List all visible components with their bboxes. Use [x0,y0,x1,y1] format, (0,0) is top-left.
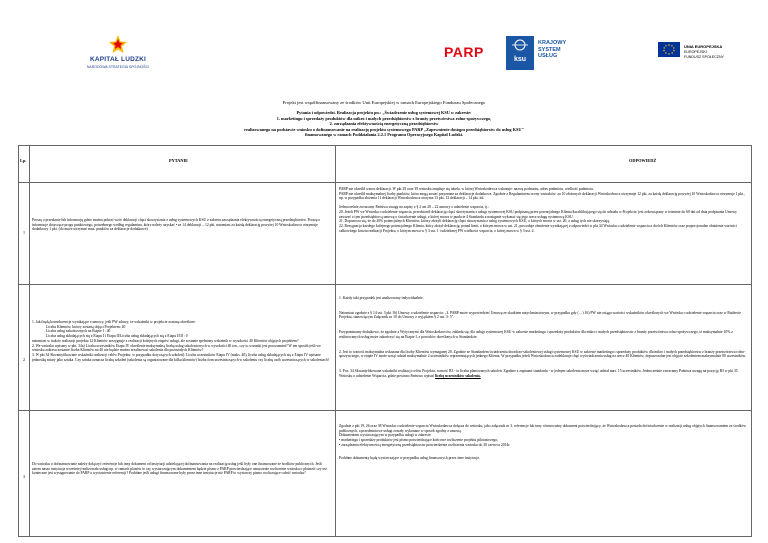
question-line: Liczba usług składających się z Etapu I i Etapu II/Liczba usług składających się z Etapu I/III : 0 [46,334,188,339]
answer-paragraph: • zarządzania efektywnością energetyczną przedsiębiorstw potwierdzenie rozliczenia wniosku do 30 czerwca 2014r. [339,442,511,447]
eu-title: UNIA EUROPEJSKA [684,44,723,49]
ksu-text-line: KRAJOWY [538,40,567,46]
answer-paragraph: Jednocześnie zwracamy Państwa uwagę na zapisy z § 2 ust 20 – 22 umowy o udzielenie wsparcia, tj.: [339,205,490,210]
header-line: finansowanego w ramach Poddziałania 2.2.1 Programu Operacyjnego Kapitał Ludzki. [304,132,464,137]
ksu-text-line: SYSTEM [538,46,561,53]
answer-paragraph: Dokumentem wystarczającym w przypadku usługi w zakresie: [339,433,432,438]
question-line: 2. We wniosku wpisany w pkt. 34a) Liczba uczestników Etapu IV określenie maksymalną liczbę usług szkoleniowych w wysokości 40 tzn., czy to warunki jest porozumień? W ten sposób jeśli we wniosku zakresu zostanie liczba Klientów na 40 nie będzie można zrealizować szkolenia dla pozostałych Klientów? [32,343,321,353]
logo-bar [0,0,768,96]
header-lp: Lp. [20,158,27,163]
answer-paragraph: 20. Jeżeli PW we Wniosku o udzielenie wsparcia, przedstawił deklarację chęci skorzystania z usługi systemowej KSU podpisaną przez potencjalnego Klienta/kwalifikującego się do udziału w Projekcie, jest zobowiązany w terminie do 60 dni od dnia podpisania Umowy zawrzeć z tym przedsiębiorcą umowę o świadczenie usługi, z której mowa w punkcie 4 Standardu a następnie wykonać się jego rzecz usługę systemową KSU. [339,209,737,219]
row-divider [19,284,751,285]
answer-paragraph: 2. Jest to wartość maksymalna wskazana dla liczby Klientów wymaganej 20. Zgodnie ze Standardem świadczenia doradczo-szkoleniowej usługi systemowej KSU w zakresie marketingu i sprzedaży produktów dla mikro i małych przedsiębiorstw z branży przetwórstwa rolno-spożywczego, w etapie IV może wziąć udział maksymalnie 2 uczestników reprezentujących jednego Klienta. W przypadku jeżeli Wnioskodawca zadeklaruje chęć wyświadczenia usług na rzecz 40 Klientów, dopuszczalne jest objęcie szkoleniem maksymalnie 80 uczestników. [339,349,746,359]
answer-paragraph [339,369,749,378]
eu-text [684,44,724,60]
row-number: 2 [23,357,25,362]
answer-paragraph: PARP nie określił maksymalnej liczby punktów, która mogą zostać przyznane za deklaracje dodatkowe. Zgodnie z Regulaminem oceny wniosków: za 10 złożonych deklaracji Wnioskodawca otrzymuje 12 pkt, za każdą deklarację powyżej 10 Wnioskodawca otrzymuje 1 pkt., np. w przypadku złożenia 11 deklaracji Wnioskodawca otrzyma 13 pkt, 12 deklaracji – 14 pkt, itd. [339,191,745,201]
ksu-text-line: USŁUG [538,53,558,59]
parp-text: PARP [444,44,484,60]
parp-logo [444,40,504,68]
answer-paragraph: PARP nie określił wzoru deklaracji. W pkt 29 oraz 39 wniosku znajduje się tabela, w której Wnioskodawca wskazuje: nazwę podmiotu, adres podmiotu, wielkość podmiotu. [339,187,594,191]
eu-sub2: FUNDUSZ SPOŁECZNY [684,55,724,59]
ksu-emblem-icon [506,36,534,54]
header-line: realizowanego na podstawie wniosku o dofinansowanie na realizację projektu systemowego PARP „Zapewnienie dostępu przedsiębiorstw do usług KSU" [244,126,524,132]
header-line: 2. zarządzania efektywnością energetyczną przedsiębiorstw [329,121,439,126]
ksu-box-label: ksu [513,56,527,63]
row-divider [19,182,751,183]
answer-cell [339,187,749,233]
column-divider [335,146,336,536]
row-number: 3 [23,474,25,479]
kapital-ludzki-logo [82,34,154,72]
column-divider [29,146,30,536]
answer-paragraph: 22. Rezygnacja każdego kolejnego potencjalnego Klienta, który złożył deklarację, ponad limit, o którym mowa w ust. 21, powoduje obniżenie wynikającej z odpowiedzi w pkt 34 Wniosku o udzielenie wsparcia a dwóch Klientów oraz proporcjonalne obniżenie wartości całkowitego kosztu realizacji Projektu, o którym mowa w § 3 ust. 1 i udzielonej PW wielkości wsparcia, o której mowa w § 3 ust. 2. [339,223,737,233]
answer-cell [339,424,749,460]
header-line: 1. marketingu i sprzedaży produktów dla mikro i małych przedsiębiorstw z branży przetwórstwa rolno-spożywczego, [276,115,492,121]
answer-paragraph: Podobne dokumenty będą wystarczające w przypadku usług finansowych przez inne instytucje. [339,455,481,460]
answer-text: 3. Poz. 34 Skwantyfikowane wskaźniki realizacji celów Projektu, wartość B3 - to liczba planowanych szkoleń. Zgodnie z zapisami standardu - w jednym szkoleniu może wziąć udział max. 15 uczestników. Jednocześnie zwracamy Państwa uwagę na pozycję B3 w pkt 35 Wniosku o udzielenie Wsparcia, gdzie powinno Państwo wpisać [339,368,738,378]
header-answer: ODPOWIEDŹ [629,158,657,163]
answer-paragraph: Zgodnie z pkt 19, 26 oraz 38 Wniosku o udzielenie wsparcia Wnioskodawca dołącza do wniosku, jako załącznik nr 3, referencje lub inny równoważny dokument potwierdzający, że Wnioskodawca posiada doświadczenie w realizacji usług objętych finansowaniem ze środków publicznych, a przedmiotowe usługi zostały wykonane w sposób zgodny z umową. [339,424,746,433]
answer-paragraph: • marketingu i sprzedaży produktów jest pismo potwierdzające końcowe rozliczenie projektu pilotażowego, [339,438,498,443]
funding-note: Projekt jest współfinansowany ze środków Unii Europejskiej w ramach Europejskiego Funduszu Społecznego [282,100,486,105]
eu-flag-icon [658,42,680,57]
ksu-text [538,40,566,60]
question-line: Liczba Klientów, którzy zostaną objęci Projektem: 40 [46,324,126,329]
question-cell [32,320,330,362]
header-question: PYTANIE [169,158,189,163]
answer-paragraph: 1. Każdy taki przypadek jest analizowany indywidualnie. [339,296,424,300]
document-header [0,110,768,138]
eu-logo [658,40,726,74]
eu-sub1: EUROPEJSKI [684,50,707,54]
emphasis-text: liczbę uczestników szkolenia. [435,373,481,378]
star-icon [108,34,128,54]
question-line: 1. Jaki będą konsekwencje wynikające z umowy, jeśli PW zdarzy, że wskaźniki w projekcie zostaną określone: [32,320,196,324]
ksu-logo [506,36,594,76]
question-cell: Proszę o przesłanie lub informację gdzie można pobrać wzór deklaracji chęci skorzystania z usług systemowych KSU z zakresu zarządzania efektywnością energetyczną przedsiębiorstw. Proszę o informacje dotyczące progu punktowego, potrzebnego według regulaminu, który należy uzyskać • ze 14 deklaracji – 12 pkt, natomiast za każdą deklarację powyżej 10 Wnioskodawca otrzymuje dodatkowy 1 pkt. (do może otrzymać max. punktów za deklaracje dodatkowe) [32,218,321,232]
question-cell: Do wniosku o dofinansowanie należy dołączyć referencje lub inny dokument od instytucji udzielającej dofinansowania na realizację usług jeśli były one finansowane ze środków publicznych. Jeśli zatem nasza instytucja wcześniej realizowała usługi np. w ramach planów to czy wystarczającym dokumentem będzie pismo z PARP potwierdzające oznaczenie rozliczenie wniosku o płatność czy też konieczne jest występowanie do PARP o wystawienie referencji? Podobne jeśli usługi finansowane były przez inne instytucje niż PARP to wystarczy pismo rozliczające całość wniosku? [32,462,327,476]
row-divider [19,410,751,411]
answer-paragraph: 21. Dopuszcza się, że do 20% potencjalnych Klientów, którzy złożyli deklarację chęci skorzystania z usług systemowych KSU, o których mowa w ust. 20, a usług tych nie skorzystają. [339,219,610,224]
question-line: 3. W pkt 34 Skwantyfikowane wskaźniki realizacji celów Projektu: w przypadku dotyczących szkoleń]: Liczba uczestników Etapu IV (maks. 40), liczba usług składających się z Etapu IV wpisane jednostkę miary jako sztuka. Czy sztuka oznacza liczbę szkoleń (szkolenia są organizowane dla kilku klientów) liczba firm uczestniczących w szkoleniu czy liczbę osób uczestniczących w szkoleniach? [32,352,330,362]
qa-table [18,145,752,537]
ksu-box [506,36,534,70]
kl-subtitle: NARODOWA STRATEGIA SPÓJNOŚCI [86,65,150,69]
row-number: 1 [23,230,25,235]
question-line: natomiast w trakcie realizacji projektu 12 Klientów zrezygnuje z realizacji kolejnych etapów usługi, ale zostanie spełniony wskaźnik w wysokości 40 Klientów objętych projektem? [32,338,299,343]
header-line: Pytania i odpowiedzi. Realizacja projektu pn.: „Świadczenie usług systemowej KSU w zakresie: [296,110,472,115]
kl-title: KAPITAŁ LUDZKI [89,56,147,63]
answer-paragraph: Natomiast zgodnie z § 14 ust. 3 pkt 16) Umowy o udzielenie wsparcia: „3. PARP może wypowiedzieć Umowę ze skutkiem natychmiastowym, w przypadku gdy (…) 16) PW nie osiąga wartości wskaźników określonych we Wniosku o udzielenie wsparcia oraz w Budżecie Projektu, stanowiącym Załącznik nr 10 do Umowy z wyjątkiem § 2 ust. 3- 5". [339,310,742,320]
answer-cell [339,296,749,378]
answer-paragraph: Przypominamy dodatkowo, że zgodnie z Wytycznymi dla Wnioskodawców, zakłada się, dla usługi systemowej KSU w zakresie marketingu i sprzedaży produktów dla mikro i małych przedsiębiorstw z branży przetwórstwa rolno-spożywczego, iż maksymalnie 10% z realizowanych usług może zakończyć się na Etapie I, z powodów określonych w Standardzie. [339,330,733,339]
question-line: Liczba usług zakończonych na Etapie I : 40 [46,329,111,334]
